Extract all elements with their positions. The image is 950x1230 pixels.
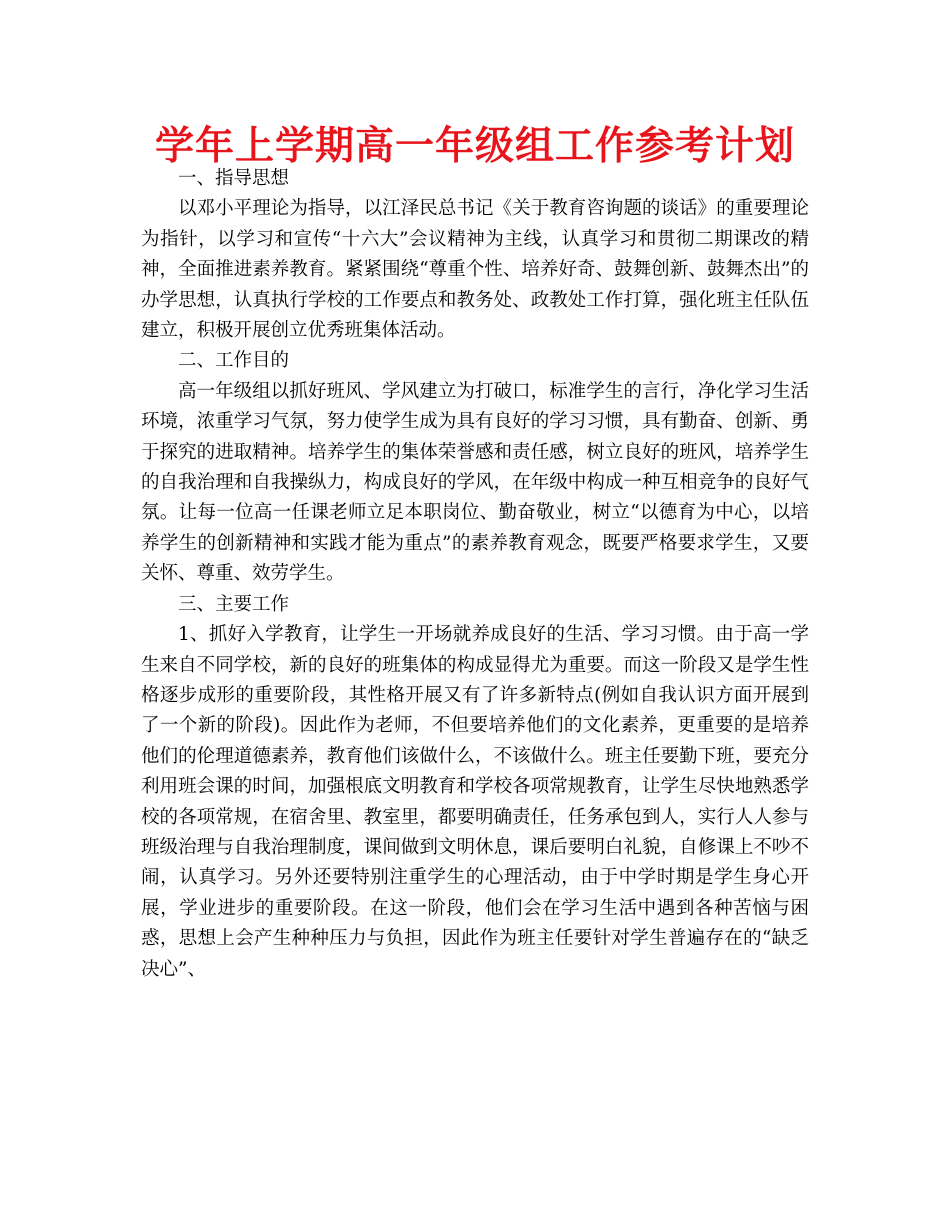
section-heading-guiding-thought: 一、指导思想 <box>178 168 290 189</box>
section-heading-main-work: 三、主要工作 <box>178 593 290 615</box>
paragraph-work-goals: 高一年级组以抓好班风、学风建立为打破口，标准学生的言行，净化学习生活环境，浓重学习气氛，努力使学生成为具有良好的学习习惯，具有勤奋、创新、勇于探究的进取精神。培养学生的集体荣誉感和责任感，树立良好的班风，培养学生的自我治理和自我操纵力，构成良好的学风，在年级中构成一种互相竞争的良好气氛。让每一位高一任课老师立足本职岗位、勤奋敬业，树立“以德育为中心，以培养学生的创新精神和实践才能为重点”的素养教育观念，既要严格要求学生，又要关怀、尊重、效劳学生。 <box>141 380 809 585</box>
document-body <box>141 164 809 985</box>
paragraph-guiding-thought: 以邓小平理论为指导，以江泽民总书记《关于教育咨询题的谈话》的重要理论为指针，以学习和宣传“十六大”会议精神为主线，认真学习和贯彻二期课改的精神，全面推进素养教育。紧紧围绕“尊重个性、培养好奇、鼓舞创新、鼓舞杰出”的办学思想，认真执行学校的工作要点和教务处、政教处工作打算，强化班主任队伍建立，积极开展创立优秀班集体活动。 <box>141 198 809 342</box>
section-heading-work-goals: 二、工作目的 <box>178 350 290 372</box>
paragraph-main-work-1: 1、抓好入学教育，让学生一开场就养成良好的生活、学习习惯。由于高一学生来自不同学校，新的良好的班集体的构成显得尤为重要。而这一阶段又是学生性格逐步成形的重要阶段，其性格开展又有了许多新特点(例如自我认识方面开展到了一个新的阶段)。因此作为老师，不但要培养他们的文化素养，更重要的是培养他们的伦理道德素养，教育他们该做什么，不该做什么。班主任要勤下班，要充分利用班会课的时间，加强根底文明教育和学校各项常规教育，让学生尽快地熟悉学校的各项常规，在宿舍里、教室里，都要明确责任，任务承包到人，实行人人参与班级治理与自我治理制度，课间做到文明休息，课后要明白礼貌，自修课上不吵不闹，认真学习。另外还要特别注重学生的心理活动，由于中学时期是学生身心开展，学业进步的重要阶段。在这一阶段，他们会在学习生活中遇到各种苦恼与困惑，思想上会产生种种压力与负担，因此作为班主任要针对学生普遍存在的“缺乏决心”、 <box>141 624 809 980</box>
document-title: 学年上学期高一年级组工作参考计划 <box>154 123 795 169</box>
